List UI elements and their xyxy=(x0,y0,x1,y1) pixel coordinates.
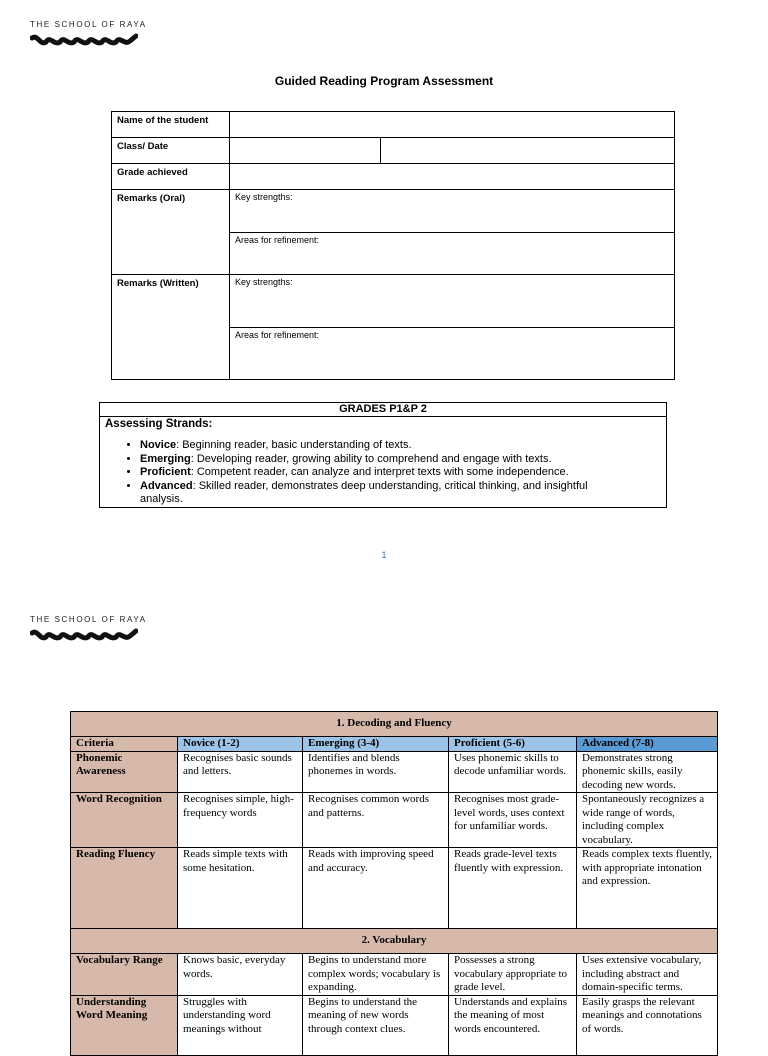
logo-wave-icon xyxy=(30,627,138,643)
header-criteria: Criteria xyxy=(71,737,178,752)
table-row xyxy=(71,793,718,848)
strands-list xyxy=(100,439,666,507)
oral-refinement-field[interactable]: Areas for refinement: xyxy=(230,233,675,275)
logo-text: THE SCHOOL OF RAYA xyxy=(30,615,147,624)
table-row xyxy=(71,954,718,996)
date-field[interactable] xyxy=(381,138,675,164)
strand-desc: : Developing reader, growing ability to comprehend and engage with texts. xyxy=(190,452,552,465)
advanced-cell: Spontaneously recognizes a wide range of words, including complex vocabulary. xyxy=(577,793,718,848)
header-advanced: Advanced (7-8) xyxy=(577,737,718,752)
strand-desc: : Beginning reader, basic understanding of texts. xyxy=(176,439,412,451)
strand-term: Novice xyxy=(140,439,177,451)
criteria-cell: Phonemic Awareness xyxy=(71,751,178,793)
page-title: Guided Reading Program Assessment xyxy=(274,74,494,88)
class-date-label: Class/ Date xyxy=(112,138,230,164)
grades-heading: GRADES P1&P 2 xyxy=(100,403,666,417)
proficient-cell: Recognises most grade-level words, uses context for unfamiliar words. xyxy=(449,793,577,848)
novice-cell: Knows basic, everyday words. xyxy=(178,954,303,996)
advanced-cell: Demonstrates strong phonemic skills, easily decoding new words. xyxy=(577,751,718,793)
strand-desc: : Competent reader, can analyze and interpret texts with some independence. xyxy=(190,466,569,478)
strand-item xyxy=(140,480,666,507)
logo-text: THE SCHOOL OF RAYA xyxy=(30,20,147,29)
strand-term: Emerging xyxy=(140,452,191,465)
strand-term: Advanced xyxy=(140,479,193,492)
header-novice: Novice (1-2) xyxy=(178,737,303,752)
emerging-cell: Begins to understand more complex words; vocabulary is expanding. xyxy=(303,954,449,996)
header-emerging: Emerging (3-4) xyxy=(303,737,449,752)
table-row xyxy=(71,751,718,793)
criteria-cell: Reading Fluency xyxy=(71,848,178,929)
criteria-cell: Vocabulary Range xyxy=(71,954,178,996)
advanced-cell: Easily grasps the relevant meanings and connotations of words. xyxy=(577,995,718,1055)
advanced-cell: Uses extensive vocabulary, including abstract and domain-specific terms. xyxy=(577,954,718,996)
name-field[interactable] xyxy=(230,112,675,138)
criteria-cell: Word Recognition xyxy=(71,793,178,848)
name-label: Name of the student xyxy=(112,112,230,138)
written-strengths-field[interactable]: Key strengths: xyxy=(230,275,675,328)
criteria-cell: Understanding Word Meaning xyxy=(71,995,178,1055)
remarks-written-label: Remarks (Written) xyxy=(112,275,230,380)
strand-item xyxy=(140,439,666,453)
header-proficient: Proficient (5-6) xyxy=(449,737,577,752)
oral-strengths-field[interactable]: Key strengths: xyxy=(230,190,675,233)
grade-field[interactable] xyxy=(230,164,675,190)
strand-item xyxy=(140,453,666,467)
emerging-cell: Identifies and blends phonemes in words. xyxy=(303,751,449,793)
section-heading-decoding: 1. Decoding and Fluency xyxy=(71,712,718,737)
novice-cell: Struggles with understanding word meanings without xyxy=(178,995,303,1055)
assessing-strands-label: Assessing Strands: xyxy=(105,418,213,430)
school-logo xyxy=(30,20,150,48)
grades-box xyxy=(99,402,667,508)
grade-label: Grade achieved xyxy=(112,164,230,190)
rubric-table xyxy=(70,711,718,1056)
novice-cell: Recognises basic sounds and letters. xyxy=(178,751,303,793)
class-field[interactable] xyxy=(230,138,381,164)
written-refinement-field[interactable]: Areas for refinement: xyxy=(230,328,675,380)
proficient-cell: Possesses a strong vocabulary appropriate to grade level. xyxy=(449,954,577,996)
section-heading-vocabulary: 2. Vocabulary xyxy=(71,929,718,954)
emerging-cell: Begins to understand the meaning of new words through context clues. xyxy=(303,995,449,1055)
page-number: 1 xyxy=(381,550,387,560)
novice-cell: Recognises simple, high-frequency words xyxy=(178,793,303,848)
strand-desc: : Skilled reader, demonstrates deep understanding, critical thinking, and insightful analysis. xyxy=(140,479,588,505)
proficient-cell: Reads grade-level texts fluently with expression. xyxy=(449,848,577,929)
proficient-cell: Uses phonemic skills to decode unfamiliar words. xyxy=(449,751,577,793)
emerging-cell: Recognises common words and patterns. xyxy=(303,793,449,848)
remarks-oral-label: Remarks (Oral) xyxy=(112,190,230,275)
student-info-table xyxy=(111,111,675,380)
proficient-cell: Understands and explains the meaning of most words encountered. xyxy=(449,995,577,1055)
emerging-cell: Reads with improving speed and accuracy. xyxy=(303,848,449,929)
table-row xyxy=(71,848,718,929)
advanced-cell: Reads complex texts fluently, with appropriate intonation and expression. xyxy=(577,848,718,929)
logo-wave-icon xyxy=(30,32,138,48)
school-logo xyxy=(30,615,150,643)
table-row xyxy=(71,995,718,1055)
strand-item xyxy=(140,466,666,480)
novice-cell: Reads simple texts with some hesitation. xyxy=(178,848,303,929)
strand-term: Proficient xyxy=(140,466,191,478)
